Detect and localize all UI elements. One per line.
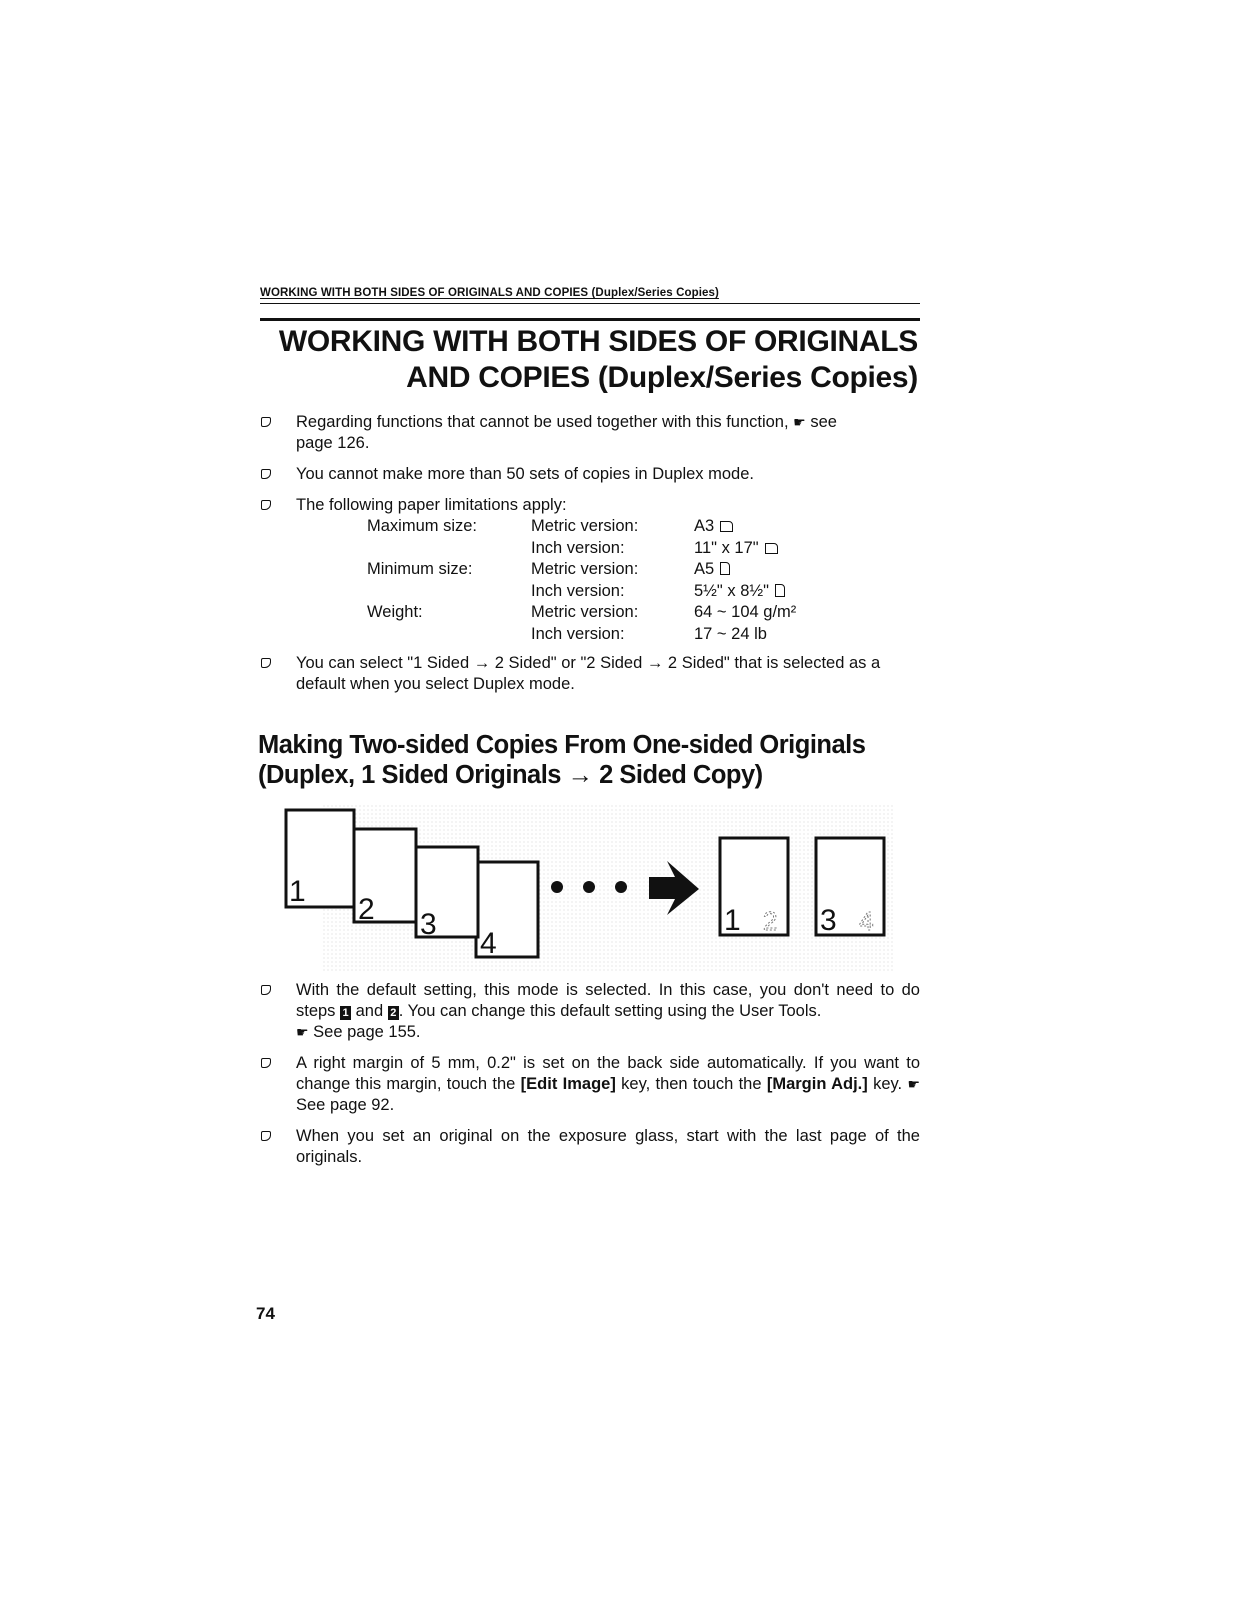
- table-row: [367, 624, 796, 646]
- limit-value: A5: [694, 559, 796, 581]
- limit-value: 5½" x 8½": [694, 581, 796, 603]
- step-2-icon: 2: [388, 1006, 399, 1020]
- original-page-3: [416, 847, 478, 941]
- page-reference[interactable]: page 126.: [296, 434, 370, 452]
- note-text: When you set an original on the exposure glass, start with the last page of the originals.: [296, 1127, 920, 1166]
- duplex-diagram: [283, 805, 893, 973]
- note-text: With the default setting, this mode is selected. In this case, you don't need to do steps: [296, 981, 920, 1020]
- table-row: [367, 538, 796, 560]
- note-text: A right margin of 5 mm, 0.2" is set on the back side automatically. If you want to change this margin, touch the: [296, 1054, 920, 1093]
- note-item: [260, 653, 920, 695]
- landscape-paper-icon: [765, 543, 778, 554]
- pointing-hand-icon: ☛: [907, 1076, 920, 1092]
- paper-limits-table: [367, 516, 796, 645]
- page-number: 74: [256, 1304, 275, 1323]
- limit-label: Maximum size:: [367, 517, 478, 535]
- running-header: WORKING WITH BOTH SIDES OF ORIGINALS AND COPIES (Duplex/Series Copies): [260, 287, 719, 299]
- note-bullet-icon: [261, 500, 271, 510]
- note-bullet-icon: [261, 1131, 271, 1141]
- limit-label: Weight:: [367, 603, 423, 621]
- original-page-4: [476, 862, 538, 960]
- page-reference[interactable]: See page 155.: [313, 1023, 421, 1041]
- note-item: [260, 495, 920, 645]
- note-item: [260, 412, 920, 454]
- section-title-line-2: (Duplex, 1 Sided Originals → 2 Sided Copy): [258, 761, 763, 789]
- original-2-number: 2: [358, 893, 375, 926]
- version-label: Inch version:: [531, 624, 625, 643]
- page-title: [260, 324, 918, 396]
- limit-label: Minimum size:: [367, 560, 473, 578]
- note-text: and: [355, 1002, 384, 1020]
- note-bullet-icon: [261, 417, 271, 427]
- page-title-line-2: AND COPIES (Duplex/Series Copies): [406, 361, 918, 394]
- original-page-1: [286, 810, 354, 908]
- original-page-2: [354, 829, 416, 926]
- version-label: Metric version:: [531, 560, 639, 578]
- mode-notes: [260, 980, 920, 1178]
- see-link[interactable]: see: [810, 413, 837, 431]
- note-bullet-icon: [261, 985, 271, 995]
- table-row: [367, 581, 796, 603]
- copy-sheet-1: [720, 838, 788, 937]
- section-title: [258, 730, 923, 790]
- margin-adj-key-name: [Margin Adj.]: [766, 1075, 868, 1093]
- copy-sheet-2: [816, 838, 884, 937]
- pointing-hand-icon: ☛: [296, 1024, 309, 1040]
- edit-image-key-name: [Edit Image]: [520, 1075, 616, 1093]
- note-bullet-icon: [261, 1058, 271, 1068]
- table-row: [367, 559, 796, 581]
- page-reference[interactable]: See page 92.: [296, 1096, 395, 1114]
- copy-front-number: 1: [724, 904, 741, 937]
- portrait-paper-icon: [720, 562, 730, 575]
- note-text: You can select "1 Sided → 2 Sided" or "2 Sided → 2 Sided" that is selected as a default when you select Duplex mode.: [296, 654, 881, 693]
- original-3-number: 3: [420, 908, 437, 941]
- limit-value: A3: [694, 516, 796, 538]
- note-text: . You can change this default setting using the User Tools.: [398, 1002, 822, 1020]
- version-label: Metric version:: [531, 517, 639, 535]
- limit-value: 17 ~ 24 lb: [694, 624, 767, 643]
- ellipsis-dot: [615, 881, 627, 893]
- limit-value: 64 ~ 104 g/m²: [694, 603, 797, 621]
- copy-back-number: 2: [763, 906, 778, 936]
- note-text: You cannot make more than 50 sets of copies in Duplex mode.: [296, 465, 754, 483]
- version-label: Metric version:: [531, 603, 639, 621]
- note-item: [260, 464, 920, 485]
- intro-notes: [260, 412, 920, 705]
- note-text: key.: [873, 1075, 903, 1093]
- note-item: [260, 1126, 920, 1168]
- note-bullet-icon: [261, 469, 271, 479]
- note-item: [260, 1053, 920, 1116]
- ellipsis-dot: [583, 881, 595, 893]
- copy-back-number: 4: [859, 906, 874, 936]
- landscape-paper-icon: [720, 521, 733, 532]
- note-text: Regarding functions that cannot be used together with this function,: [296, 413, 789, 431]
- note-text: The following paper limitations apply:: [296, 496, 567, 514]
- title-rule: [260, 318, 920, 321]
- original-4-number: 4: [480, 927, 497, 960]
- header-rule: [260, 303, 920, 304]
- limit-value: 11" x 17": [694, 538, 796, 560]
- portrait-paper-icon: [775, 584, 785, 597]
- ellipsis-dot: [551, 881, 563, 893]
- copy-front-number: 3: [820, 904, 837, 937]
- table-row: [367, 602, 796, 624]
- table-row: [367, 516, 796, 538]
- section-title-line-1: Making Two-sided Copies From One-sided Originals: [258, 731, 866, 759]
- page-title-line-1: WORKING WITH BOTH SIDES OF ORIGINALS: [278, 325, 918, 358]
- note-bullet-icon: [261, 658, 271, 668]
- step-1-icon: 1: [340, 1006, 351, 1020]
- note-text: key, then touch the: [621, 1075, 762, 1093]
- note-item: [260, 980, 920, 1043]
- version-label: Inch version:: [531, 581, 625, 600]
- duplex-illustration: [283, 805, 893, 973]
- original-1-number: 1: [289, 875, 306, 908]
- pointing-hand-icon: ☛: [793, 414, 806, 430]
- version-label: Inch version:: [531, 538, 625, 557]
